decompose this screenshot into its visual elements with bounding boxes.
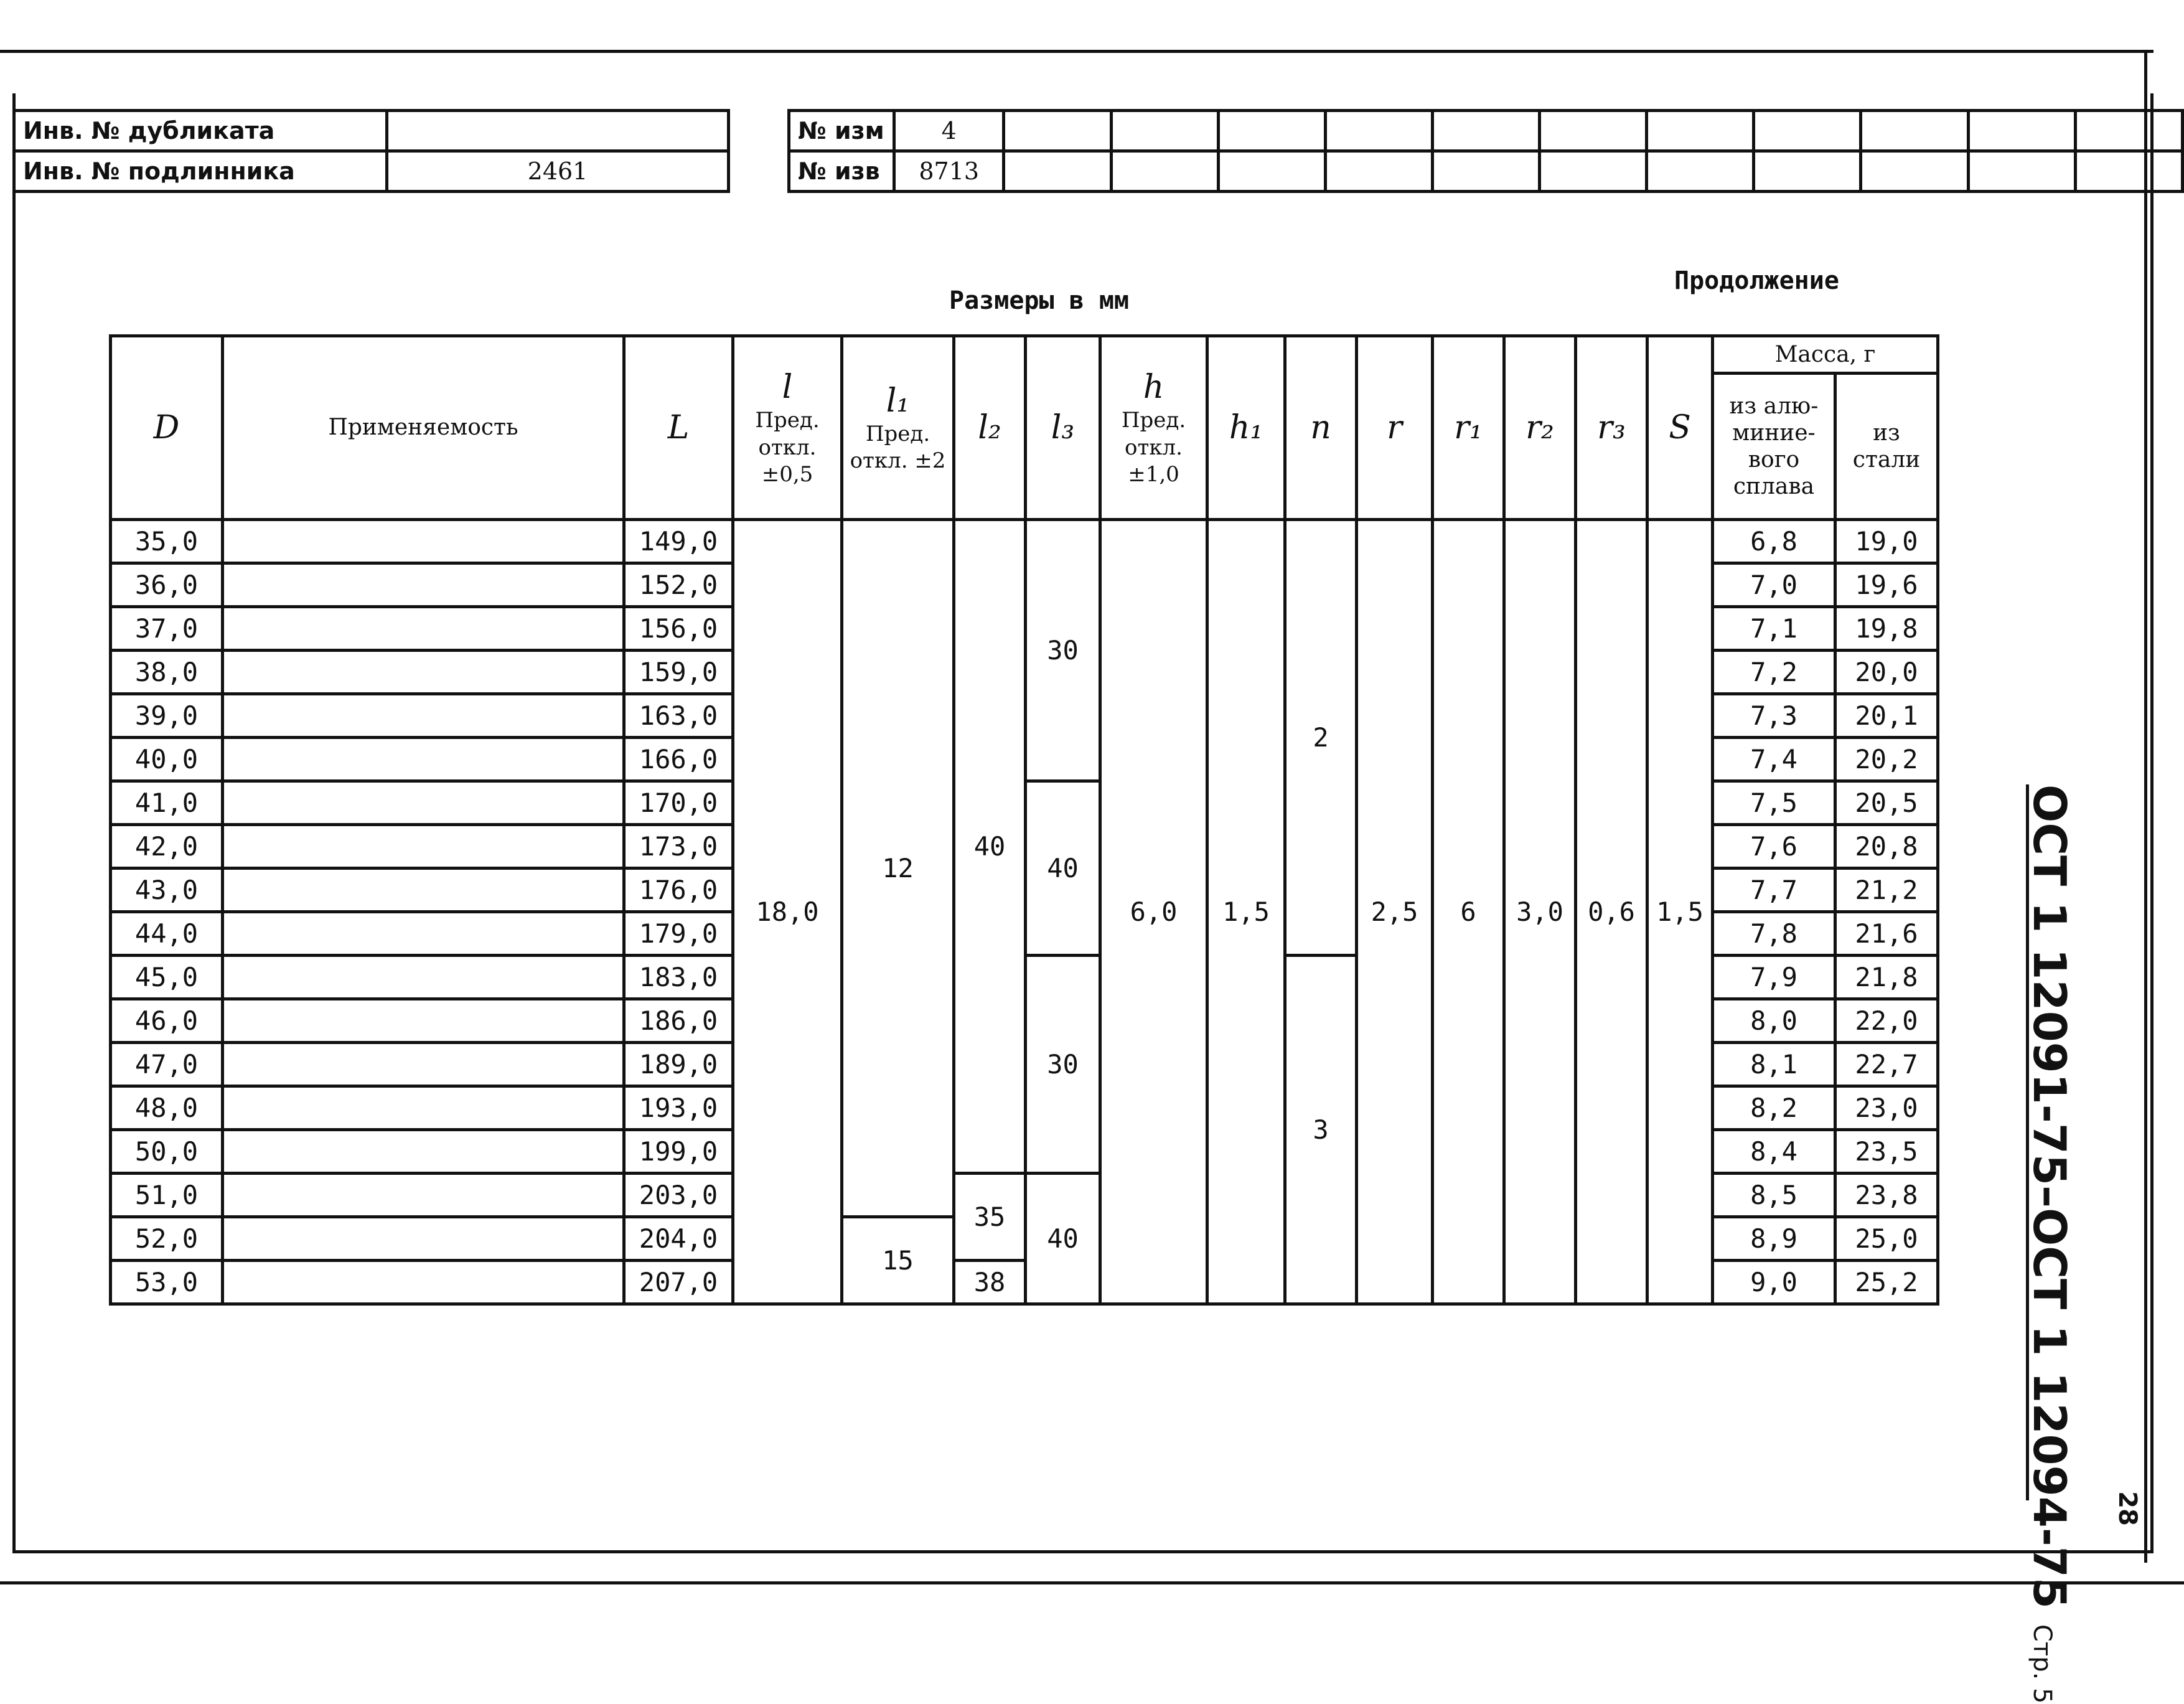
stamp-cell — [2075, 151, 2182, 192]
header-l: l Пред. откл. ±0,5 — [733, 336, 842, 520]
standard-code — [2023, 784, 2076, 1704]
cell-D: 47,0 — [111, 1043, 223, 1086]
cell-mass-steel: 19,8 — [1835, 607, 1938, 651]
cell-mass-al: 7,7 — [1713, 868, 1835, 912]
cell-mass-steel: 20,5 — [1835, 781, 1938, 825]
cell-l2: 38 — [954, 1261, 1026, 1304]
cell-L: 163,0 — [624, 694, 733, 738]
cell-s: 1,5 — [1647, 520, 1713, 1304]
cell-mass-steel: 20,8 — [1835, 825, 1938, 868]
stamp-cell — [1218, 111, 1325, 151]
cell-applicability — [223, 607, 624, 651]
stamp-cell — [1111, 111, 1218, 151]
header-mass: Масса, г — [1713, 336, 1938, 374]
cell-applicability — [223, 1174, 624, 1217]
cell-mass-al: 7,0 — [1713, 563, 1835, 607]
cell-applicability — [223, 694, 624, 738]
cell-D: 41,0 — [111, 781, 223, 825]
cell-mass-al: 8,4 — [1713, 1130, 1835, 1174]
cell-mass-steel: 20,0 — [1835, 651, 1938, 694]
cell-mass-al: 6,8 — [1713, 520, 1835, 563]
cell-L: 166,0 — [624, 738, 733, 781]
header-h1: h₁ — [1207, 336, 1285, 520]
stamp-cell — [1325, 151, 1432, 192]
cell-applicability — [223, 912, 624, 956]
cell-mass-steel: 23,8 — [1835, 1174, 1938, 1217]
cell-applicability — [223, 868, 624, 912]
cell-mass-al: 8,5 — [1713, 1174, 1835, 1217]
cell-mass-al: 7,1 — [1713, 607, 1835, 651]
header-r2: r₂ — [1504, 336, 1576, 520]
cell-mass-al: 7,8 — [1713, 912, 1835, 956]
cell-mass-al: 8,0 — [1713, 999, 1835, 1043]
header-L: L — [624, 336, 733, 520]
cell-applicability — [223, 738, 624, 781]
header-n: n — [1285, 336, 1357, 520]
cell-n: 3 — [1285, 956, 1357, 1304]
cell-applicability — [223, 781, 624, 825]
cell-D: 44,0 — [111, 912, 223, 956]
cell-mass-al: 7,3 — [1713, 694, 1835, 738]
inv-dup-label: Инв. № дубликата — [14, 111, 387, 151]
cell-mass-steel: 25,2 — [1835, 1261, 1938, 1304]
cell-mass-steel: 20,2 — [1835, 738, 1938, 781]
header-r: r — [1357, 336, 1433, 520]
cell-n: 2 — [1285, 520, 1357, 956]
stamp-cell — [1754, 111, 1861, 151]
cell-L: 173,0 — [624, 825, 733, 868]
cell-l3: 30 — [1026, 520, 1100, 781]
cell-l1: 15 — [842, 1217, 954, 1304]
sheet-number: 28 — [2112, 1491, 2142, 1526]
cell-mass-al: 7,2 — [1713, 651, 1835, 694]
header-mass-steel: из стали — [1835, 374, 1938, 520]
cell-L: 183,0 — [624, 956, 733, 999]
frame-right-line — [2144, 50, 2147, 1563]
cell-mass-steel: 22,0 — [1835, 999, 1938, 1043]
stamp-cell — [1111, 151, 1218, 192]
stamp-cell — [2075, 111, 2182, 151]
cell-L: 203,0 — [624, 1174, 733, 1217]
cell-mass-steel: 25,0 — [1835, 1217, 1938, 1261]
cell-mass-steel: 21,6 — [1835, 912, 1938, 956]
header-mass-al: из алю-миние-вого сплава — [1713, 374, 1835, 520]
stamp-cell — [1218, 151, 1325, 192]
stamp-cell — [1968, 151, 2075, 192]
cell-D: 53,0 — [111, 1261, 223, 1304]
cell-L: 189,0 — [624, 1043, 733, 1086]
cell-L: 149,0 — [624, 520, 733, 563]
cell-l2: 40 — [954, 520, 1026, 1174]
cell-L: 193,0 — [624, 1086, 733, 1130]
cell-D: 45,0 — [111, 956, 223, 999]
cell-r1: 6 — [1433, 520, 1504, 1304]
cell-L: 176,0 — [624, 868, 733, 912]
header-l3: l₃ — [1026, 336, 1100, 520]
inventory-stamp — [12, 109, 730, 193]
cell-D: 36,0 — [111, 563, 223, 607]
cell-L: 179,0 — [624, 912, 733, 956]
cell-L: 204,0 — [624, 1217, 733, 1261]
stamp-cell — [1647, 111, 1754, 151]
dimensions-table — [109, 334, 1939, 1306]
stamp-cell — [1647, 151, 1754, 192]
cell-D: 39,0 — [111, 694, 223, 738]
cell-applicability — [223, 956, 624, 999]
inv-dup-value — [387, 111, 729, 151]
stamp-cell — [1861, 111, 1968, 151]
cell-applicability — [223, 563, 624, 607]
cell-applicability — [223, 825, 624, 868]
cell-mass-al: 7,4 — [1713, 738, 1835, 781]
stamp-cell — [1540, 151, 1647, 192]
notice-value: 8713 — [894, 151, 1004, 192]
cell-l3: 40 — [1026, 781, 1100, 956]
frame-top-line — [0, 50, 2154, 53]
cell-applicability — [223, 651, 624, 694]
cell-h: 6,0 — [1100, 520, 1207, 1304]
page-number: Стр. 5 — [2028, 1624, 2056, 1704]
standard-code-text: ОСТ 1 12091-75–ОСТ 1 12094-75 — [2023, 784, 2076, 1609]
cell-D: 40,0 — [111, 738, 223, 781]
cell-applicability — [223, 1217, 624, 1261]
cell-L: 186,0 — [624, 999, 733, 1043]
cell-mass-steel: 19,0 — [1835, 520, 1938, 563]
stamp-cell — [1004, 111, 1111, 151]
standard-code-vertical — [2023, 784, 2076, 1704]
header-applicability: Применяемость — [223, 336, 624, 520]
stamp-cell — [1754, 151, 1861, 192]
cell-D: 38,0 — [111, 651, 223, 694]
cell-mass-al: 7,9 — [1713, 956, 1835, 999]
cell-L: 156,0 — [624, 607, 733, 651]
cell-D: 50,0 — [111, 1130, 223, 1174]
header-r3: r₃ — [1576, 336, 1647, 520]
cell-D: 35,0 — [111, 520, 223, 563]
cell-l1: 12 — [842, 520, 954, 1217]
change-stamp — [787, 109, 2184, 193]
change-label: № изм — [789, 111, 894, 151]
cell-mass-al: 7,5 — [1713, 781, 1835, 825]
cell-mass-al: 7,6 — [1713, 825, 1835, 868]
cell-r3: 0,6 — [1576, 520, 1647, 1304]
inv-orig-value: 2461 — [387, 151, 729, 192]
cell-mass-steel: 23,5 — [1835, 1130, 1938, 1174]
cell-applicability — [223, 1086, 624, 1130]
cell-mass-al: 8,2 — [1713, 1086, 1835, 1130]
cell-D: 52,0 — [111, 1217, 223, 1261]
cell-mass-al: 8,1 — [1713, 1043, 1835, 1086]
stamp-cell — [1004, 151, 1111, 192]
cell-mass-steel: 21,8 — [1835, 956, 1938, 999]
cell-mass-al: 8,9 — [1713, 1217, 1835, 1261]
cell-L: 199,0 — [624, 1130, 733, 1174]
notice-label: № изв — [789, 151, 894, 192]
header-r1: r₁ — [1433, 336, 1504, 520]
cell-L: 152,0 — [624, 563, 733, 607]
cell-mass-steel: 22,7 — [1835, 1043, 1938, 1086]
cell-mass-al: 9,0 — [1713, 1261, 1835, 1304]
stamp-cell — [1432, 111, 1539, 151]
cell-l3: 30 — [1026, 956, 1100, 1174]
cell-L: 159,0 — [624, 651, 733, 694]
cell-mass-steel: 23,0 — [1835, 1086, 1938, 1130]
header-s: S — [1647, 336, 1713, 520]
cell-h1: 1,5 — [1207, 520, 1285, 1304]
cell-applicability — [223, 1261, 624, 1304]
cell-D: 43,0 — [111, 868, 223, 912]
cell-applicability — [223, 1130, 624, 1174]
cell-r2: 3,0 — [1504, 520, 1576, 1304]
cell-D: 48,0 — [111, 1086, 223, 1130]
header-D: D — [111, 336, 223, 520]
cell-l: 18,0 — [733, 520, 842, 1304]
cell-mass-steel: 19,6 — [1835, 563, 1938, 607]
cell-r: 2,5 — [1357, 520, 1433, 1304]
cell-l2: 35 — [954, 1174, 1026, 1261]
stamp-cell — [1968, 111, 2075, 151]
cell-applicability — [223, 1043, 624, 1086]
cell-D: 42,0 — [111, 825, 223, 868]
header-l1: l₁ Пред. откл. ±2 — [842, 336, 954, 520]
change-value: 4 — [894, 111, 1004, 151]
stamp-cell — [1325, 111, 1432, 151]
cell-applicability — [223, 520, 624, 563]
header-l2: l₂ — [954, 336, 1026, 520]
cell-D: 51,0 — [111, 1174, 223, 1217]
header-h: h Пред. откл. ±1,0 — [1100, 336, 1207, 520]
cell-mass-steel: 21,2 — [1835, 868, 1938, 912]
stamp-cell — [1540, 111, 1647, 151]
cell-l3: 40 — [1026, 1174, 1100, 1304]
cell-D: 46,0 — [111, 999, 223, 1043]
sizes-caption: Размеры в мм — [949, 286, 1129, 315]
cell-applicability — [223, 999, 624, 1043]
frame-bottom-line — [0, 1581, 2184, 1584]
cell-mass-steel: 20,1 — [1835, 694, 1938, 738]
cell-D: 37,0 — [111, 607, 223, 651]
stamp-cell — [1432, 151, 1539, 192]
cell-L: 170,0 — [624, 781, 733, 825]
stamp-cell — [1861, 151, 1968, 192]
cell-L: 207,0 — [624, 1261, 733, 1304]
inv-orig-label: Инв. № подлинника — [14, 151, 387, 192]
continuation-caption: Продолжение — [1674, 266, 1839, 295]
